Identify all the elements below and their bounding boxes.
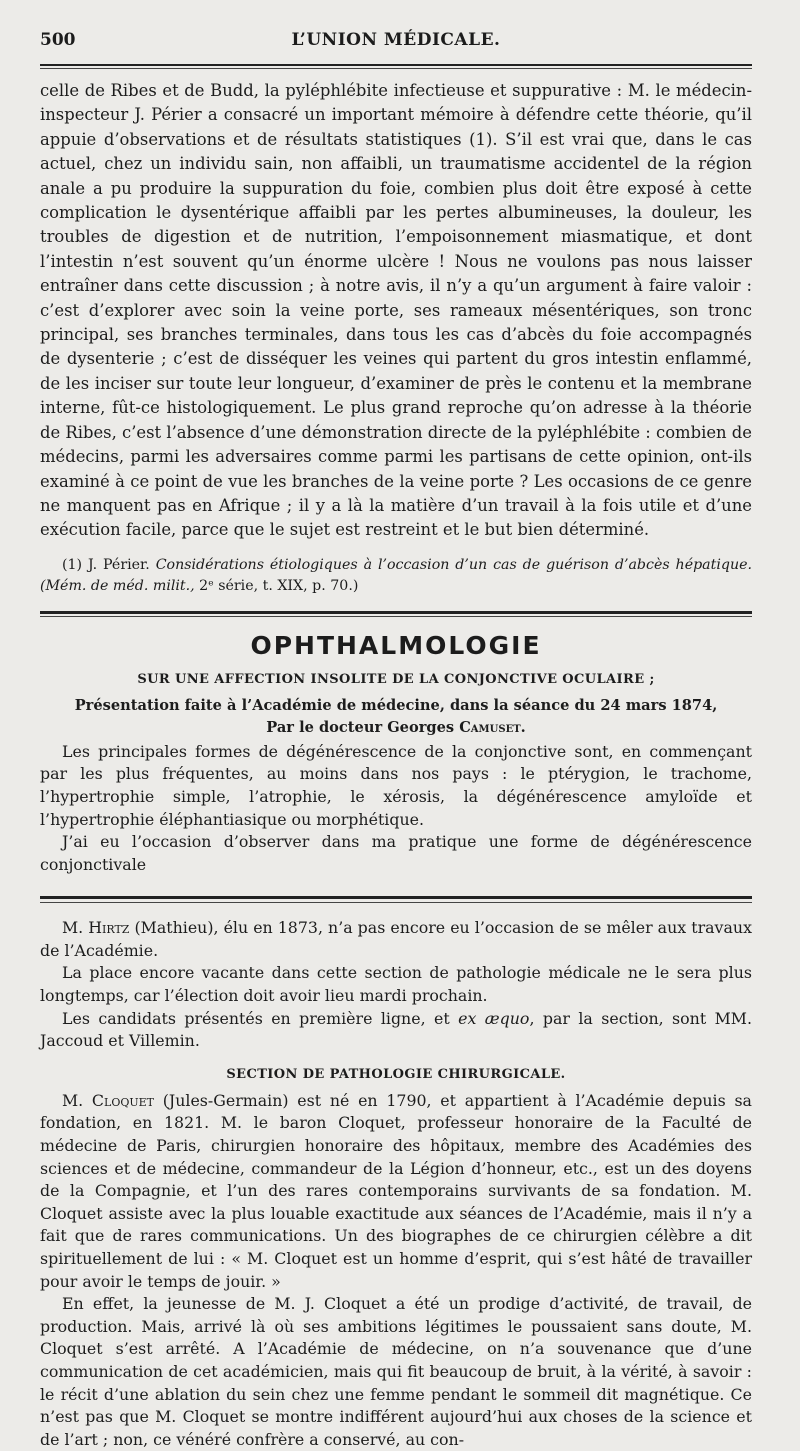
academy-body — [40, 917, 752, 1451]
section-title-pathologie-chirurgicale: SECTION DE PATHOLOGIE CHIRURGICALE. — [226, 1066, 566, 1082]
page-header — [40, 30, 752, 64]
header-rule — [40, 64, 752, 66]
academy-paragraph-1 — [40, 917, 752, 962]
academy-paragraph-3-end: , par la section, sont MM. Jaccoud et Villemin. — [40, 1008, 752, 1051]
author-prefix: Par le docteur Georges — [266, 718, 455, 736]
author-name: Camuset. — [459, 718, 526, 736]
section-divider-thin — [40, 616, 752, 617]
academy-paragraph-2: La place encore vacante dans cette section de pathologie médicale ne le sera plus longtemps, car l’élection doit avoir lieu mardi prochain. — [40, 963, 752, 1006]
mid-divider-thin — [40, 902, 752, 903]
section-divider — [40, 611, 752, 614]
footnote-ref: (1) J. Périer. — [62, 556, 150, 573]
footnote-italic: Considérations étiologiques à l’occasion d’un cas de guérison d’abcès hépatique. (Mém. de méd. milit., — [40, 556, 752, 594]
presentation-line: Présentation faite à l’Académie de médecine, dans la séance du 24 mars 1874, — [74, 696, 718, 714]
section-title-ophthalmologie: OPHTHALMOLOGIE — [250, 630, 542, 660]
academy-paragraph-1-text: (Mathieu), élu en 1873, n’a pas encore eu l’occasion de se mêler aux travaux de l’Académie. — [40, 918, 752, 960]
article-title: SUR UNE AFFECTION INSOLITE DE LA CONJONCTIVE OCULAIRE ; — [137, 671, 655, 687]
page-number: 500 — [40, 30, 76, 50]
author-line — [40, 717, 752, 739]
footnote — [40, 555, 752, 597]
academy-paragraph-4-text: (Jules-Germain) est né en 1790, et appartient à l’Académie depuis sa fondation, en 1821. M. le baron Cloquet, professeur honoraire de la Faculté de médecine de Paris, chirurgien honoraire des hôpitaux, membre des Académies des sciences et de médecine, commandeur de la Légion d’honneur, etc., est un des doyens de la Compagnie, et l’un des rares contemporains survivants de sa fondation. M. Cloquet assiste avec la plus louable exactitude aux séances de l’Académie, mais il n’y a fait que de rares communications. Un des biographes de ce chirurgien célèbre a dit spirituellement de lui : « M. Cloquet est un homme d’esprit, qui s’est hâté de travailler pour avoir le temps de jouir. » — [40, 1090, 752, 1291]
academy-paragraph-3-start: Les candidats présentés en première ligne, et — [62, 1008, 450, 1028]
ophthalmo-paragraph-2: J’ai eu l’occasion d’observer dans ma pratique une forme de dégénérescence conjonctivale — [40, 832, 752, 874]
academy-paragraph-3 — [40, 1008, 752, 1053]
ophthalmo-body — [40, 741, 752, 877]
footnote-end: 2ᵉ série, t. XIX, p. 70.) — [199, 577, 359, 594]
top-paragraph: celle de Ribes et de Budd, la pyléphlébite infectieuse et suppurative : M. le médecin-inspecteur J. Périer a consacré un important mémoire à défendre cette théorie, qu’il appuie d’observations et de résultats statistiques (1). S’il est vrai que, dans le cas actuel, chez un individu sain, non affaibli, un traumatisme accidentel de la région anale a pu produire la suppuration du foie, combien plus doit être exposé à cette complication le dysentérique affaibli par les pertes albumineuses, la douleur, les troubles de digestion et de nutrition, l’empoisonnement miasmatique, et dont l’intestin n’est souvent qu’un énorme ulcère ! Nous ne voulons pas nous laisser entraîner dans cette discussion ; à notre avis, il n’y a qu’un argument à faire valoir : c’est d’explorer avec soin la veine porte, ses rameaux mésentériques, son tronc principal, ses branches terminales, dans tous les cas d’abcès du foie accompagnés de dysenterie ; c’est de disséquer les veines qui partent du gros intestin enflammé, de les inciser sur toute leur longueur, d’examiner de près le contenu et la membrane interne, fût-ce histologiquement. Le plus grand reproche qu’on adresse à la théorie de Ribes, c’est l’absence d’une démonstration directe de la pyléphlébite : combien de médecins, parmi les adversaires comme parmi les partisans de cette opinion, ont-ils examiné à ce point de vue les branches de la veine porte ? Les occasions de ce genre ne manquent pas en Afrique ; il y a là la matière d’un travail à la fois utile et d’une exécution facile, parce que le sujet est restreint et le but bien déterminé. — [40, 81, 752, 540]
journal-title: L’UNION MÉDICALE. — [291, 30, 501, 50]
ophthalmo-paragraph-1: Les principales formes de dégénérescence de la conjonctive sont, en commençant par les plus fréquentes, au moins dans nos pays : le ptérygion, le trachome, l’hypertrophie simple, l’atrophie, le xérosis, la dégénérescence amyloïde et l’hypertrophie éléphantiasique ou morphétique. — [40, 741, 752, 829]
header-rule-thin — [40, 68, 752, 69]
academy-paragraph-4 — [40, 1090, 752, 1293]
academy-paragraph-3-italic: ex æquo — [458, 1008, 530, 1028]
mid-divider — [40, 896, 752, 899]
academy-paragraph-5: En effet, la jeunesse de M. J. Cloquet a été un prodige d’activité, de travail, de production. Mais, arrivé là où ses ambitions légitimes le poussaient sans doute, M. Cloquet s’est arrêté. A l’Académie de médecine, on n’a souvenance que d’une communication de cet académicien, mais qui fit beaucoup de bruit, à la vérité, à savoir : le récit d’une ablation du sein chez une femme pendant le sommeil dit magnétique. Ce n’est pas que M. Cloquet se montre indifférent aujourd’hui aux choses de la science et de l’art ; non, ce vénéré confrère a conservé, au con- — [40, 1294, 752, 1449]
name-hirtz: M. Hirtz — [62, 918, 130, 938]
name-cloquet: M. Cloquet — [62, 1090, 154, 1110]
